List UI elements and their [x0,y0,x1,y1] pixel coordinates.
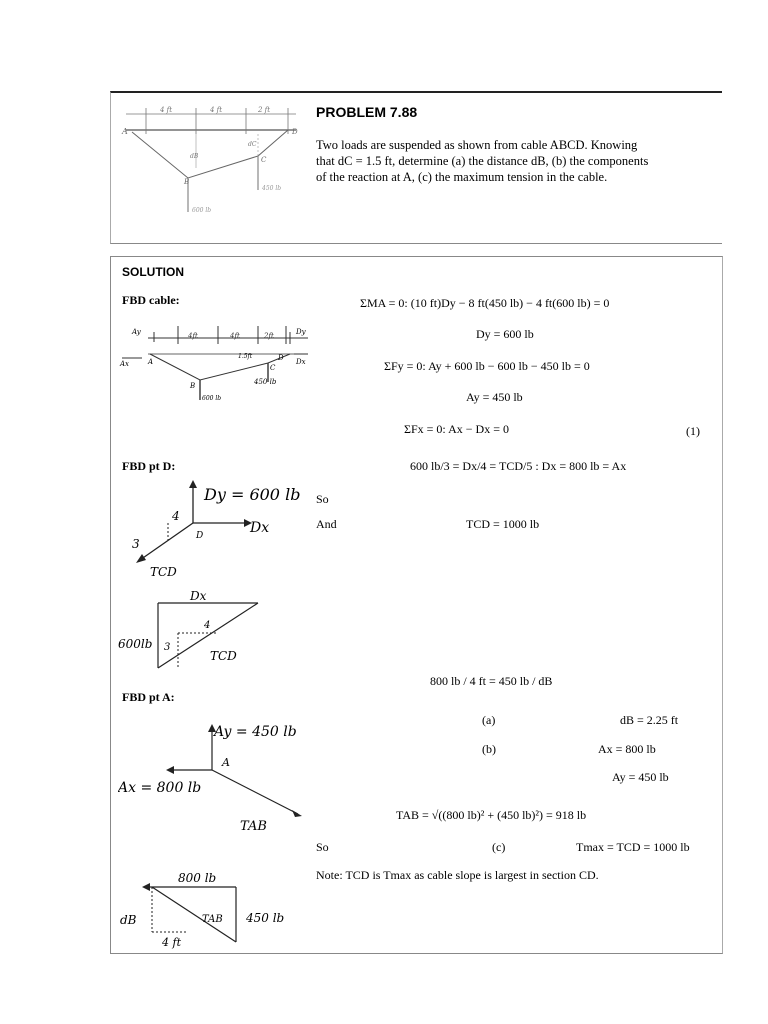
d-c-label: dC [248,141,257,148]
fbd-cable-label: FBD cable: [122,293,180,307]
pt-b: B [184,178,190,186]
cable-load1: 600 lb [202,395,222,402]
tri-3-label: 3 [164,642,171,653]
cable-dx: Dx [296,358,306,366]
dim-3: 2 ft [258,106,271,114]
answer-c: Tmax = TCD = 1000 lb [576,840,690,854]
d-point-label: D [196,531,204,541]
cable-dim-3: 2ft [264,332,274,340]
cable-dc: 1.5ft [238,353,253,360]
force-triangle-a [118,862,298,952]
so-label-2: So [316,840,329,854]
pt-c: C [261,156,267,164]
equation-ay: Ay = 450 lb [466,390,523,404]
t2-800-label: 800 lb [178,871,217,885]
cable-ay: Ay [132,328,141,336]
d-3-label: 3 [132,537,140,551]
cable-load2: 450 lb [254,378,277,386]
problem-title: PROBLEM 7.88 [316,104,418,120]
cable-d: D [278,354,284,362]
cable-dy: Dy [296,328,306,336]
d-dy-label: Dy = 600 lb [204,485,301,504]
equation-ratio-a: 800 lb / 4 ft = 450 lb / dB [430,674,553,688]
equation-sum-fx: ΣFx = 0: Ax − Dx = 0 [404,422,509,436]
part-a-label: (a) [482,713,496,727]
equation-tab: TAB = √((800 lb)² + (450 lb)²) = 918 lb [396,808,587,822]
t2-450-label: 450 lb [246,911,285,925]
t2-db-label: dB [120,913,137,927]
and-label: And [316,517,337,531]
problem-statement [316,137,696,185]
cable-dim-2: 4ft [230,332,240,340]
statement-line-3: of the reaction at A, (c) the maximum tension in the cable. [316,170,608,184]
tri-600-label: 600lb [118,637,153,651]
part-c-label: (c) [492,840,506,854]
answer-a: dB = 2.25 ft [620,713,679,727]
answer-b-ax: Ax = 800 lb [598,742,656,756]
fbd-pt-d-sketch [118,478,308,578]
cable-b: B [190,382,196,390]
problem-figure [118,100,308,220]
tri-4-label: 4 [204,620,211,631]
d-tcd-label: TCD [150,565,177,578]
solution-heading: SOLUTION [122,265,184,279]
d-4-label: 4 [172,509,180,523]
fbd-cable-sketch [118,318,318,403]
fbd-pt-a-sketch [118,720,318,835]
cable-ax: Ax [120,360,130,368]
a-tab-label: TAB [240,819,267,834]
pt-a: A [122,127,128,136]
fbd-pt-d-label: FBD pt D: [122,459,176,473]
so-label-1: So [316,492,329,506]
equation-dy: Dy = 600 lb [476,327,534,341]
equation-sum-fy: ΣFy = 0: Ay + 600 lb − 600 lb − 450 lb = 0 [384,359,590,373]
equation-sum-ma: ΣMA = 0: (10 ft)Dy − 8 ft(450 lb) − 4 ft(600 lb) = 0 [360,296,610,310]
a-ax-label: Ax = 800 lb [118,780,202,796]
load2-label: 450 lb [262,185,282,192]
dim-1: 4 ft [160,106,173,114]
d-dx-label: Dx [250,520,270,536]
cable-a: A [148,358,154,366]
tri-tcd-label: TCD [210,649,237,663]
equation-tcd: TCD = 1000 lb [466,517,540,531]
tri-dx-label: Dx [190,589,207,603]
equation-ratio-d: 600 lb/3 = Dx/4 = TCD/5 : Dx = 800 lb = Ax [410,459,627,473]
cable-dim-1: 4ft [188,332,198,340]
load1-label: 600 lb [192,207,212,214]
a-point-label: A [222,756,230,769]
statement-line-1: Two loads are suspended as shown from cable ABCD. Knowing [316,138,638,152]
d-b-label: dB [190,153,199,160]
pt-d: D [292,128,298,136]
cable-c: C [270,364,276,372]
fbd-pt-a-label: FBD pt A: [122,690,175,704]
equation-tag-1: (1) [686,424,700,438]
part-b-label: (b) [482,742,496,756]
a-ay-label: Ay = 450 lb [214,724,297,740]
dim-2: 4 ft [210,106,223,114]
statement-line-2: that dC = 1.5 ft, determine (a) the distance dB, (b) the components [316,154,649,168]
t2-tab-label: TAB [202,914,223,925]
force-triangle-d [118,588,278,678]
answer-b-ay: Ay = 450 lb [612,770,669,784]
note-text: Note: TCD is Tmax as cable slope is largest in section CD. [316,868,599,882]
t2-4ft-label: 4 ft [162,936,181,949]
